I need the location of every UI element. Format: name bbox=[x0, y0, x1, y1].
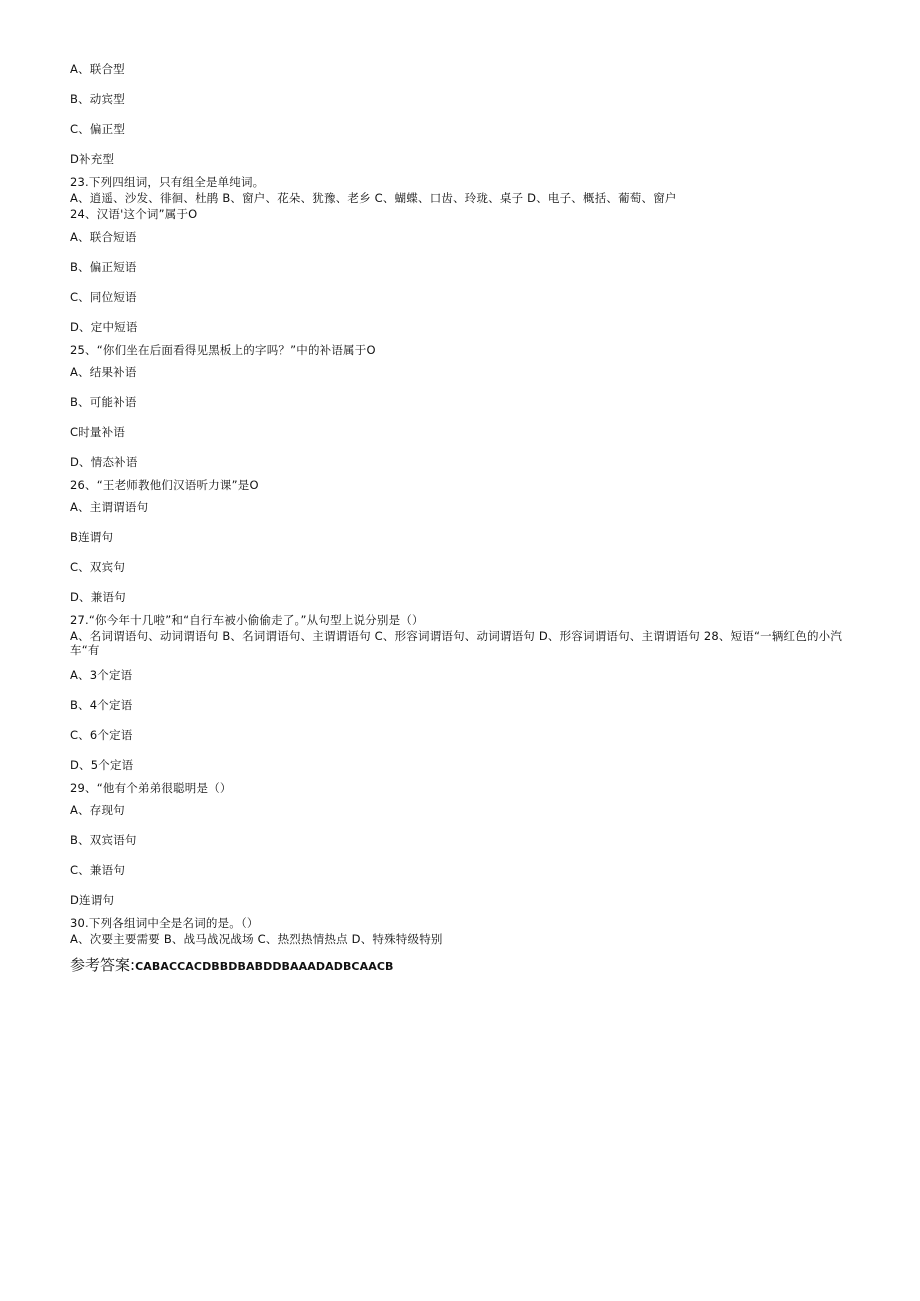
option-line: C、兼语句 bbox=[70, 863, 126, 877]
question-30: 30.下列各组词中全是名词的是。（） bbox=[70, 916, 259, 930]
options-23: A、逍遥、沙发、徘徊、杜鹃 B、窗户、花朵、犹豫、老乡 C、蝴蝶、口齿、玲珑、桌子 D、电子、概括、葡萄、窗户 bbox=[70, 191, 677, 205]
option-line: A、联合短语 bbox=[70, 230, 137, 244]
option-line: D、5个定语 bbox=[70, 758, 134, 772]
option-line: D、定中短语 bbox=[70, 320, 138, 334]
option-line: B连谓句 bbox=[70, 530, 114, 544]
option-line: B、动宾型 bbox=[70, 92, 125, 106]
option-line: B、偏正短语 bbox=[70, 260, 137, 274]
option-line: C、6个定语 bbox=[70, 728, 133, 742]
option-line: A、结果补语 bbox=[70, 365, 137, 379]
option-line: B、可能补语 bbox=[70, 395, 137, 409]
option-line: A、3个定语 bbox=[70, 668, 133, 682]
option-line: D、兼语句 bbox=[70, 590, 126, 604]
option-line: C时量补语 bbox=[70, 425, 126, 439]
question-24: 24、汉语'这个词”属于O bbox=[70, 207, 198, 221]
option-line: C、同位短语 bbox=[70, 290, 137, 304]
question-29: 29、“他有个弟弟很聪明是（） bbox=[70, 781, 232, 795]
option-line: B、4个定语 bbox=[70, 698, 133, 712]
option-line: A、存现句 bbox=[70, 803, 125, 817]
option-line: A、联合型 bbox=[70, 62, 125, 76]
option-line: C、偏正型 bbox=[70, 122, 126, 136]
option-line: B、双宾语句 bbox=[70, 833, 137, 847]
question-27: 27.“你今年十几啦”和“自行车被小偷偷走了。”从句型上说分别是（） bbox=[70, 613, 424, 627]
question-23: 23.下列四组词，只有组全是单纯词。 bbox=[70, 175, 265, 189]
option-line: D连谓句 bbox=[70, 893, 115, 907]
answer-label: 参考答案: bbox=[70, 956, 136, 974]
question-26: 26、“王老师教他们汉语听力课”是O bbox=[70, 478, 259, 492]
question-25: 25、“你们坐在后面看得见黑板上的字吗？”中的补语属于O bbox=[70, 343, 376, 357]
answer-key-line bbox=[70, 955, 394, 977]
option-line: C、双宾句 bbox=[70, 560, 126, 574]
option-line: D补充型 bbox=[70, 152, 115, 166]
option-line: D、情态补语 bbox=[70, 455, 138, 469]
options-30: A、次要主要需要 B、战马战况战场 C、热烈热情热点 D、特殊特级特别 bbox=[70, 932, 443, 946]
option-line: A、主谓谓语句 bbox=[70, 500, 149, 514]
options-27: A、名词谓语句、动词谓语句 B、名词谓语句、主谓谓语句 C、形容词谓语句、动词谓语句 D、形容词谓语句、主谓谓语句 28、短语“一辆红色的小汽车“有 bbox=[70, 629, 843, 657]
answer-key: CABACCACDBBDBABDDBAAADADBCAACB bbox=[135, 960, 394, 973]
